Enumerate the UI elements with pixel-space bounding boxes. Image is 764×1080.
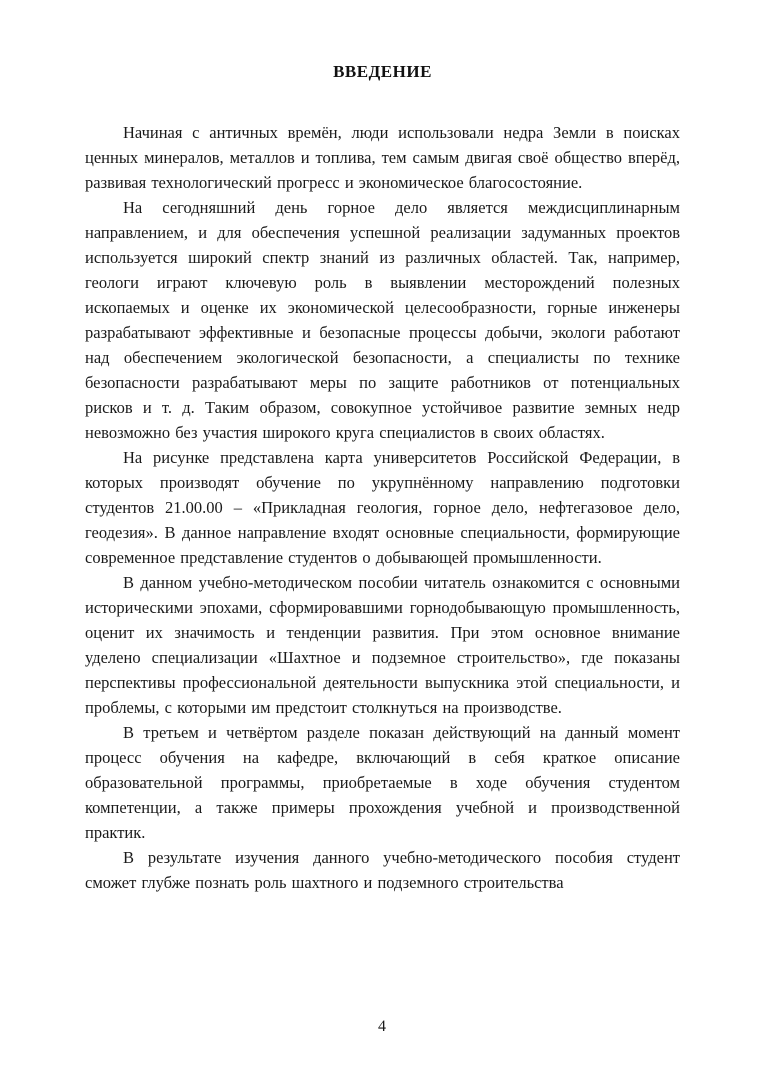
paragraph: Начиная с античных времён, люди использовали недра Земли в поисках ценных минералов, металлов и топлива, тем самым двигая своё общество вперёд, развивая технологический прогресс и экономическое благосостояние. (85, 123, 680, 192)
section-title: ВВЕДЕНИЕ (333, 62, 432, 81)
paragraph: На сегодняшний день горное дело является междисциплинарным направлением, и для обеспечения успешной реализации задуманных проектов используется широкий спектр знаний из различных областей. Так, например, геологи играют ключевую роль в выявлении месторождений полезных ископаемых и оценке их экономической целесообразности, горные инженеры разрабатывают эффективные и безопасные процессы добычи, экологи работают над обеспечением экологической безопасности, а специалисты по технике безопасности разрабатывают меры по защите работников от потенциальных рисков и т. д. Таким образом, совокупное устойчивое развитие земных недр невозможно без участия широкого круга специалистов в своих областях. (85, 198, 680, 442)
document-body (85, 120, 680, 895)
paragraph: В результате изучения данного учебно-методического пособия студент сможет глубже познать роль шахтного и подземного строительства (85, 848, 680, 892)
paragraph: В третьем и четвёртом разделе показан действующий на данный момент процесс обучения на кафедре, включающий в себя краткое описание образовательной программы, приобретаемые в ходе обучения студентом компетенции, а также примеры прохождения учебной и производственной практик. (85, 723, 680, 842)
paragraph: На рисунке представлена карта университетов Российской Федерации, в которых производят обучение по укрупнённому направлению подготовки студентов 21.00.00 – «Прикладная геология, горное дело, нефтегазовое дело, геодезия». В данное направление входят основные специальности, формирующие современное представление студентов о добывающей промышленности. (85, 448, 680, 567)
paragraph: В данном учебно-методическом пособии читатель ознакомится с основными историческими эпохами, сформировавшими горнодобывающую промышленность, оценит их значимость и тенденции развития. При этом основное внимание уделено специализации «Шахтное и подземное строительство», где показаны перспективы профессиональной деятельности выпускника этой специальности, и проблемы, с которыми им предстоит столкнуться на производстве. (85, 573, 680, 717)
page-number: 4 (378, 1018, 386, 1035)
